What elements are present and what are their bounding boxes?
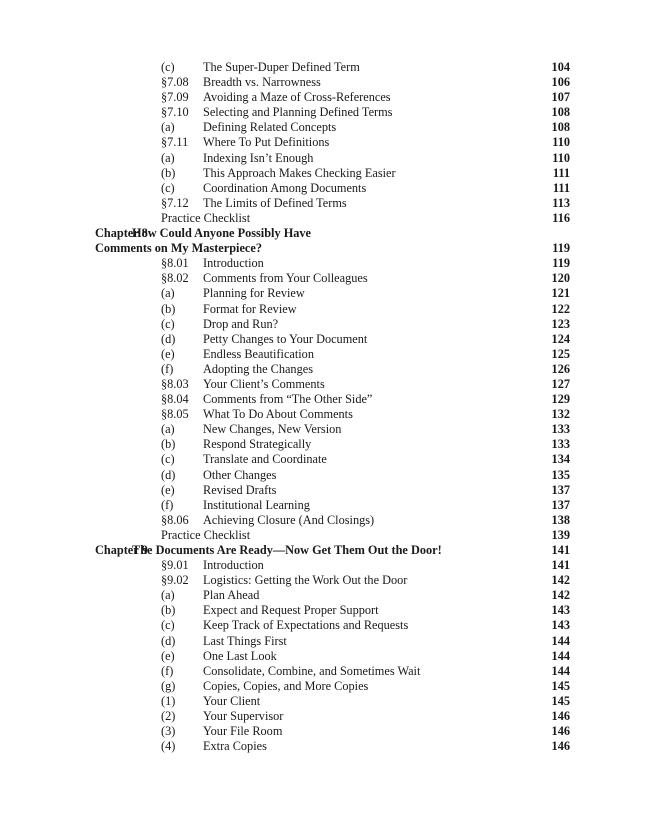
page-number: 126 — [551, 361, 570, 376]
section-title: Consolidate, Combine, and Sometimes Wait — [203, 663, 421, 678]
page-number: 124 — [551, 331, 570, 346]
section-title: Plan Ahead — [203, 588, 260, 603]
page-number: 139 — [551, 527, 570, 542]
section-title: Your Supervisor — [203, 709, 284, 724]
page-number: 143 — [551, 618, 570, 633]
toc-entry-row — [95, 151, 570, 166]
section-number: (f) — [161, 361, 174, 376]
chapter-title: How Could Anyone Possibly Have — [132, 226, 312, 241]
section-title: Comments from “The Other Side” — [203, 392, 373, 407]
toc-entry-row — [95, 271, 570, 286]
section-title: Petty Changes to Your Document — [203, 331, 368, 346]
section-number: §8.05 — [161, 407, 189, 422]
section-number: (c) — [161, 452, 175, 467]
toc-entry-row — [95, 75, 570, 90]
section-number: §8.03 — [161, 376, 189, 391]
toc-entry-row — [95, 739, 570, 754]
toc-entry-row — [95, 407, 570, 422]
section-number: (a) — [161, 422, 175, 437]
toc-entry-row — [95, 302, 570, 317]
page-number: 137 — [551, 497, 570, 512]
section-title: Extra Copies — [203, 739, 267, 754]
section-number: §8.02 — [161, 271, 189, 286]
section-number: §7.10 — [161, 105, 189, 120]
toc-entry-row — [95, 528, 570, 543]
section-number: §8.06 — [161, 512, 189, 527]
chapter-label: Chapter 8 — [95, 226, 148, 241]
page-number: 111 — [552, 165, 570, 180]
page-number: 137 — [551, 482, 570, 497]
toc-entry-row — [95, 498, 570, 513]
section-number: (d) — [161, 331, 176, 346]
section-number: (a) — [161, 588, 175, 603]
toc-entry-row — [95, 317, 570, 332]
toc-entry-row — [95, 377, 570, 392]
page-number: 127 — [551, 376, 570, 391]
section-number: §9.01 — [161, 558, 189, 573]
page-number: 121 — [551, 286, 570, 301]
toc-entry-row — [95, 105, 570, 120]
toc-entry-row — [95, 468, 570, 483]
toc-entry-row — [95, 332, 570, 347]
toc-chapter-row — [95, 226, 570, 241]
section-title: Translate and Coordinate — [203, 452, 327, 467]
section-number: §7.12 — [161, 195, 189, 210]
section-title: Introduction — [203, 558, 264, 573]
toc-entry-row — [95, 709, 570, 724]
section-title: One Last Look — [203, 648, 277, 663]
toc-entry-row — [95, 649, 570, 664]
section-number: §7.08 — [161, 75, 189, 90]
section-number: (e) — [161, 346, 175, 361]
page-number: 110 — [552, 150, 570, 165]
section-title: The Super-Duper Defined Term — [203, 60, 360, 74]
toc-entry-row — [95, 603, 570, 618]
toc-entry-row — [95, 679, 570, 694]
section-number: (b) — [161, 301, 176, 316]
page-number: 116 — [552, 210, 570, 225]
section-title: Planning for Review — [203, 286, 305, 301]
toc-entry-row — [95, 286, 570, 301]
section-title: Revised Drafts — [203, 482, 277, 497]
page-number: 144 — [551, 663, 570, 678]
section-title: Format for Review — [203, 301, 297, 316]
page-number: 134 — [551, 452, 570, 467]
section-title: Keep Track of Expectations and Requests — [203, 618, 409, 633]
toc-entry-row — [95, 452, 570, 467]
section-number: (e) — [161, 482, 175, 497]
toc-entry-row — [95, 483, 570, 498]
section-title: The Limits of Defined Terms — [203, 195, 347, 210]
section-number: (4) — [161, 739, 176, 754]
page-number: 133 — [551, 422, 570, 437]
toc-entry-row — [95, 60, 570, 75]
section-title: Endless Beautification — [203, 346, 314, 361]
page-number: 119 — [552, 256, 570, 271]
page-number: 119 — [552, 241, 570, 256]
section-title: Introduction — [203, 256, 264, 271]
section-number: (g) — [161, 678, 176, 693]
toc-entry-row — [95, 347, 570, 362]
section-title: Your File Room — [203, 724, 283, 739]
page-number: 144 — [551, 633, 570, 648]
section-title: Defining Related Concepts — [203, 120, 337, 135]
page-number: 122 — [551, 301, 570, 316]
section-number: (f) — [161, 663, 174, 678]
toc-entry-row — [95, 558, 570, 573]
section-number: (a) — [161, 286, 175, 301]
page-number: 132 — [551, 407, 570, 422]
page-number: 111 — [552, 180, 570, 195]
toc-entry-row — [95, 135, 570, 150]
page-number: 138 — [551, 512, 570, 527]
section-title: Indexing Isn’t Enough — [203, 150, 314, 165]
section-number: (b) — [161, 603, 176, 618]
section-number: §9.02 — [161, 573, 189, 588]
section-number: (d) — [161, 633, 176, 648]
toc-entry-row — [95, 120, 570, 135]
page-number: 145 — [551, 678, 570, 693]
chapter-title: The Documents Are Ready—Now Get Them Out the Door! — [132, 543, 442, 557]
toc-entry-row — [95, 694, 570, 709]
page-number: 135 — [551, 467, 570, 482]
section-number: §8.04 — [161, 392, 189, 407]
toc-chapter-row — [95, 543, 570, 558]
section-number: (b) — [161, 437, 176, 452]
section-title: Where To Put Definitions — [203, 135, 330, 150]
toc-entry-row — [95, 618, 570, 633]
section-number: (c) — [161, 316, 175, 331]
page-number: 142 — [551, 588, 570, 603]
section-title: What To Do About Comments — [203, 407, 353, 422]
page-number: 108 — [551, 105, 570, 120]
toc-entry-row — [95, 90, 570, 105]
toc-entry-row — [95, 664, 570, 679]
toc-entry-row — [95, 513, 570, 528]
page-number: 141 — [551, 543, 570, 557]
page-number: 142 — [551, 573, 570, 588]
page-number: 104 — [551, 60, 570, 74]
toc-entry-row — [95, 437, 570, 452]
table-of-contents — [95, 60, 570, 754]
section-number: (c) — [161, 180, 175, 195]
section-number: (f) — [161, 497, 174, 512]
section-number: (e) — [161, 648, 175, 663]
section-title: Respond Strategically — [203, 437, 312, 452]
section-title: Adopting the Changes — [203, 361, 313, 376]
section-number: (3) — [161, 724, 176, 739]
toc-entry-row — [95, 573, 570, 588]
section-number: (2) — [161, 709, 176, 724]
toc-entry-row — [95, 392, 570, 407]
section-title: Comments from Your Colleagues — [203, 271, 368, 286]
section-title: Drop and Run? — [203, 316, 279, 331]
toc-entry-row — [95, 256, 570, 271]
chapter-label: Chapter 9 — [95, 543, 148, 557]
section-title: Institutional Learning — [203, 497, 310, 512]
section-number: §8.01 — [161, 256, 189, 271]
section-number: (a) — [161, 120, 175, 135]
section-number: (c) — [161, 60, 175, 74]
section-title: Your Client’s Comments — [203, 376, 325, 391]
section-title: Practice Checklist — [161, 527, 251, 542]
section-title: Achieving Closure (And Closings) — [203, 512, 375, 527]
section-title: Last Things First — [203, 633, 287, 648]
page-number: 133 — [551, 437, 570, 452]
toc-entry-row — [95, 166, 570, 181]
section-title: Practice Checklist — [161, 210, 251, 225]
toc-entry-row — [95, 724, 570, 739]
section-title: Expect and Request Proper Support — [203, 603, 379, 618]
section-title: Breadth vs. Narrowness — [203, 75, 321, 90]
section-number: (d) — [161, 467, 176, 482]
section-title: Avoiding a Maze of Cross-References — [203, 90, 391, 105]
section-number: (b) — [161, 165, 176, 180]
page-number: 129 — [551, 392, 570, 407]
section-title: Copies, Copies, and More Copies — [203, 678, 369, 693]
section-title: New Changes, New Version — [203, 422, 342, 437]
page-number: 125 — [551, 346, 570, 361]
chapter-title-continued: Comments on My Masterpiece? — [95, 241, 262, 256]
section-number: (a) — [161, 150, 175, 165]
page-number: 123 — [551, 316, 570, 331]
section-title: Logistics: Getting the Work Out the Door — [203, 573, 408, 588]
toc-chapter-row — [95, 241, 570, 256]
page-number: 108 — [551, 120, 570, 135]
section-number: §7.11 — [161, 135, 189, 150]
toc-entry-row — [95, 196, 570, 211]
page-number: 146 — [551, 739, 570, 754]
page-number: 146 — [551, 724, 570, 739]
section-title: This Approach Makes Checking Easier — [203, 165, 396, 180]
page-number: 107 — [551, 90, 570, 105]
section-title: Your Client — [203, 693, 261, 708]
section-number: §7.09 — [161, 90, 189, 105]
section-title: Other Changes — [203, 467, 277, 482]
page-number: 146 — [551, 709, 570, 724]
toc-entry-row — [95, 211, 570, 226]
toc-entry-row — [95, 588, 570, 603]
page-number: 110 — [552, 135, 570, 150]
page-number: 145 — [551, 693, 570, 708]
toc-entry-row — [95, 181, 570, 196]
toc-entry-row — [95, 634, 570, 649]
page-number: 143 — [551, 603, 570, 618]
section-number: (c) — [161, 618, 175, 633]
page-number: 144 — [551, 648, 570, 663]
page-number: 120 — [551, 271, 570, 286]
section-title: Coordination Among Documents — [203, 180, 367, 195]
section-number: (1) — [161, 693, 176, 708]
toc-entry-row — [95, 422, 570, 437]
section-title: Selecting and Planning Defined Terms — [203, 105, 393, 120]
toc-entry-row — [95, 362, 570, 377]
page-number: 141 — [551, 558, 570, 573]
page-number: 106 — [551, 75, 570, 90]
page-number: 113 — [552, 195, 570, 210]
